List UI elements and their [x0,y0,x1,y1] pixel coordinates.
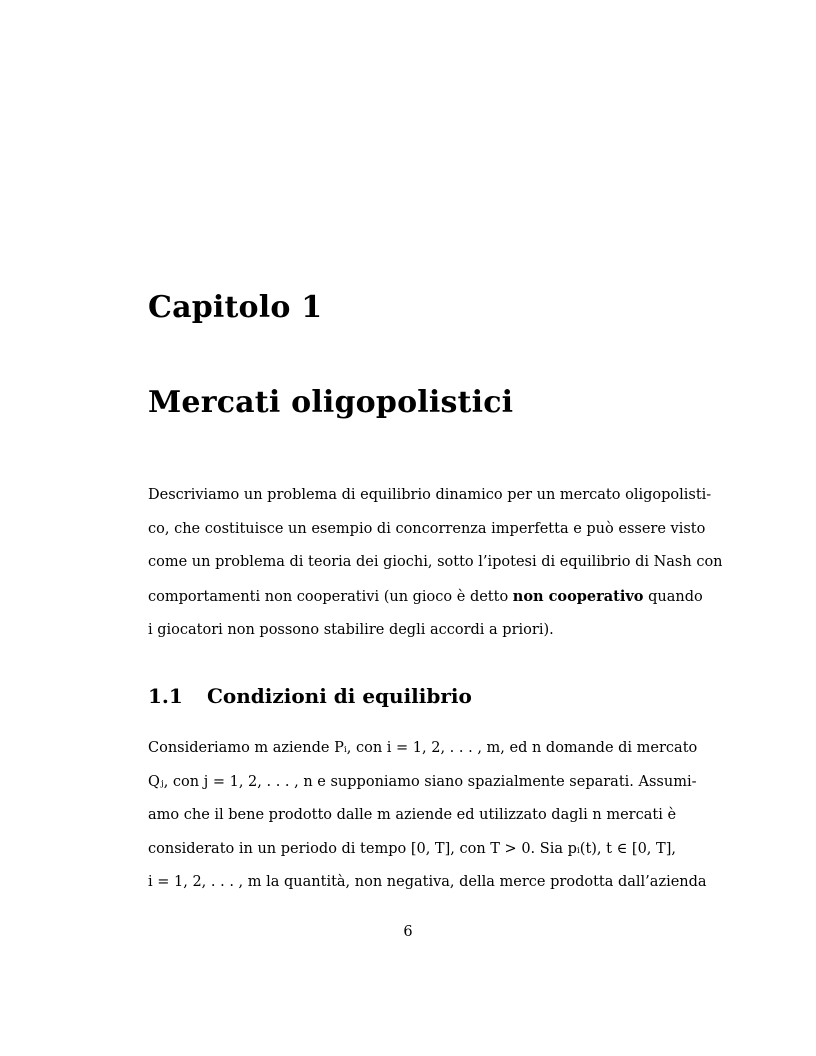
intro-line [148,580,703,615]
body-line: amo che il bene prodotto dalle m aziende ed utilizzato dagli n mercati è [148,807,677,823]
chapter-label: Capitolo 1 [148,290,323,325]
page-number: 6 [403,924,413,940]
intro-line: come un problema di teoria dei giochi, sotto l’ipotesi di equilibrio di Nash con [148,554,723,570]
term-bold: non cooperativo [512,587,644,605]
body-line: Qⱼ, con j = 1, 2, . . . , n e supponiamo siano spazialmente separati. Assumi- [148,773,697,790]
chapter-title: Mercati oligopolistici [148,385,514,420]
body-paragraph [148,732,707,900]
section-heading [148,684,472,708]
intro-line: Descriviamo un problema di equilibrio dinamico per un mercato oligopolisti- [148,487,712,503]
section-number: 1.1 [148,684,183,708]
section-title: Condizioni di equilibrio [207,684,472,708]
intro-line-text: quando [643,588,703,605]
intro-paragraph [148,479,723,648]
intro-line: i giocatori non possono stabilire degli accordi a priori). [148,622,554,638]
body-line: i = 1, 2, . . . , m la quantità, non negativa, della merce prodotta dall’azienda [148,874,707,890]
body-line: Consideriamo m aziende Pᵢ, con i = 1, 2, . . . , m, ed n domande di mercato [148,740,698,756]
body-line: considerato in un periodo di tempo [0, T], con T > 0. Sia pᵢ(t), t ∈ [0, T], [148,840,676,857]
intro-line-text: comportamenti non cooperativi (un gioco è detto [148,588,513,605]
intro-line: co, che costituisce un esempio di concorrenza imperfetta e può essere visto [148,520,706,537]
